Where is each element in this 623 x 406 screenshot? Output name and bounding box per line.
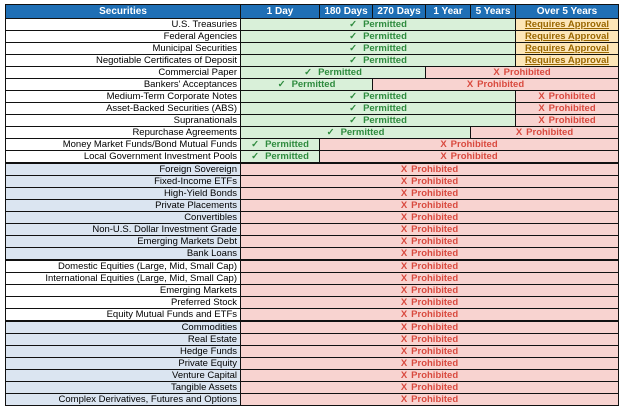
horizon-header-5-years: 5 Years: [471, 5, 516, 19]
prohibited-cell: [241, 321, 619, 334]
permitted-cell: [241, 43, 516, 55]
security-name: Money Market Funds/Bond Mutual Funds: [6, 139, 241, 151]
prohibited-label: Prohibited: [411, 200, 459, 211]
prohibited-cell: [241, 273, 619, 285]
check-icon: ✓: [349, 103, 358, 114]
permitted-cell: [241, 91, 516, 103]
requires-cell: [516, 43, 619, 55]
horizon-header-1-day: 1 Day: [241, 5, 320, 19]
prohibited-label: Prohibited: [548, 103, 596, 114]
x-icon: X: [400, 200, 408, 211]
check-icon: ✓: [251, 139, 260, 150]
x-icon: X: [400, 236, 408, 247]
prohibited-label: Prohibited: [411, 370, 459, 381]
table-row: [6, 139, 619, 151]
x-icon: X: [515, 127, 523, 138]
x-icon: X: [440, 151, 447, 162]
security-name: Federal Agencies: [6, 31, 241, 43]
prohibited-cell: [241, 382, 619, 394]
security-name: Equity Mutual Funds and ETFs: [6, 309, 241, 322]
security-name: Convertibles: [6, 212, 241, 224]
table-row: [6, 103, 619, 115]
table-row: [6, 200, 619, 212]
prohibited-cell: [516, 91, 619, 103]
prohibited-cell: [241, 188, 619, 200]
prohibited-label: Prohibited: [477, 79, 525, 90]
x-icon: X: [400, 394, 408, 405]
table-row: [6, 67, 619, 79]
check-icon: ✓: [349, 115, 358, 126]
prohibited-label: Prohibited: [450, 139, 498, 150]
security-name: Tangible Assets: [6, 382, 241, 394]
prohibited-label: Prohibited: [411, 224, 459, 235]
horizon-header-over-5-years: Over 5 Years: [516, 5, 619, 19]
permitted-label: Permitted: [363, 43, 407, 54]
x-icon: X: [400, 382, 408, 393]
prohibited-label: Prohibited: [503, 67, 551, 78]
security-name: Municipal Securities: [6, 43, 241, 55]
permitted-label: Permitted: [265, 151, 309, 162]
prohibited-label: Prohibited: [450, 151, 498, 162]
table-row: [6, 127, 619, 139]
table-row: [6, 236, 619, 248]
table-row: [6, 79, 619, 91]
prohibited-label: Prohibited: [548, 91, 596, 102]
horizon-header-180-days: 180 Days: [320, 5, 373, 19]
security-name: Medium-Term Corporate Notes: [6, 91, 241, 103]
prohibited-cell: [241, 346, 619, 358]
table-row: [6, 31, 619, 43]
security-name: Repurchase Agreements: [6, 127, 241, 139]
x-icon: X: [400, 176, 408, 187]
table-row: [6, 55, 619, 67]
table-row: [6, 248, 619, 261]
requires-cell: [516, 19, 619, 31]
prohibited-cell: [241, 285, 619, 297]
table-row: [6, 163, 619, 176]
prohibited-cell: [471, 127, 619, 139]
permitted-cell: [241, 151, 320, 164]
prohibited-cell: [320, 151, 619, 164]
x-icon: X: [400, 248, 408, 259]
permitted-cell: [241, 31, 516, 43]
security-name: Domestic Equities (Large, Mid, Small Cap): [6, 260, 241, 273]
security-name: Fixed-Income ETFs: [6, 176, 241, 188]
prohibited-label: Prohibited: [411, 212, 459, 223]
permitted-label: Permitted: [318, 67, 362, 78]
x-icon: X: [538, 91, 545, 102]
prohibited-label: Prohibited: [411, 358, 459, 369]
prohibited-cell: [241, 358, 619, 370]
security-name: Preferred Stock: [6, 297, 241, 309]
requires-cell: [516, 55, 619, 67]
permitted-cell: [241, 67, 426, 79]
check-icon: ✓: [277, 79, 286, 90]
header-row: [6, 5, 619, 19]
permitted-label: Permitted: [363, 91, 407, 102]
security-name: Bankers' Acceptances: [6, 79, 241, 91]
table-row: [6, 115, 619, 127]
prohibited-label: Prohibited: [411, 236, 459, 247]
table-row: [6, 334, 619, 346]
table-row: [6, 358, 619, 370]
prohibited-label: Prohibited: [411, 334, 459, 345]
prohibited-cell: [241, 297, 619, 309]
permitted-label: Permitted: [363, 55, 407, 66]
x-icon: X: [400, 188, 408, 199]
table-row: [6, 91, 619, 103]
prohibited-label: Prohibited: [411, 382, 459, 393]
security-name: Bank Loans: [6, 248, 241, 261]
security-name: International Equities (Large, Mid, Small Cap): [6, 273, 241, 285]
x-icon: X: [538, 115, 545, 126]
security-name: Private Placements: [6, 200, 241, 212]
check-icon: ✓: [349, 19, 358, 30]
x-icon: X: [538, 103, 545, 114]
security-name: Foreign Sovereign: [6, 163, 241, 176]
securities-header: Securities: [6, 5, 241, 19]
prohibited-label: Prohibited: [411, 261, 459, 272]
security-name: Real Estate: [6, 334, 241, 346]
requires-label: Requires Approval: [524, 31, 610, 42]
table-row: [6, 43, 619, 55]
permitted-label: Permitted: [363, 103, 407, 114]
table-row: [6, 370, 619, 382]
table-row: [6, 297, 619, 309]
prohibited-cell: [426, 67, 619, 79]
prohibited-cell: [241, 224, 619, 236]
securities-policy-table: [5, 4, 619, 406]
table-body: [6, 19, 619, 406]
prohibited-cell: [516, 103, 619, 115]
security-name: U.S. Treasuries: [6, 19, 241, 31]
permitted-cell: [241, 115, 516, 127]
table-row: [6, 285, 619, 297]
table-row: [6, 19, 619, 31]
table-row: [6, 346, 619, 358]
prohibited-cell: [241, 248, 619, 261]
security-name: High-Yield Bonds: [6, 188, 241, 200]
table-row: [6, 212, 619, 224]
x-icon: X: [466, 79, 474, 90]
x-icon: X: [400, 309, 408, 320]
table-row: [6, 382, 619, 394]
security-name: Private Equity: [6, 358, 241, 370]
table-row: [6, 273, 619, 285]
permitted-label: Permitted: [265, 139, 309, 150]
permitted-cell: [241, 19, 516, 31]
x-icon: X: [400, 297, 408, 308]
prohibited-cell: [241, 370, 619, 382]
security-name: Commodities: [6, 321, 241, 334]
prohibited-label: Prohibited: [526, 127, 574, 138]
permitted-label: Permitted: [340, 127, 385, 138]
horizon-header-270-days: 270 Days: [373, 5, 426, 19]
table-row: [6, 151, 619, 164]
prohibited-cell: [241, 260, 619, 273]
prohibited-label: Prohibited: [411, 188, 459, 199]
horizon-header-1-year: 1 Year: [426, 5, 471, 19]
requires-label: Requires Approval: [524, 55, 610, 66]
security-name: Emerging Markets: [6, 285, 241, 297]
x-icon: X: [400, 212, 408, 223]
check-icon: ✓: [349, 55, 358, 66]
prohibited-label: Prohibited: [411, 164, 459, 175]
prohibited-label: Prohibited: [548, 115, 596, 126]
requires-label: Requires Approval: [524, 43, 610, 54]
prohibited-label: Prohibited: [411, 285, 459, 296]
prohibited-cell: [241, 334, 619, 346]
prohibited-cell: [373, 79, 619, 91]
prohibited-cell: [241, 212, 619, 224]
table-row: [6, 321, 619, 334]
security-name: Asset-Backed Securities (ABS): [6, 103, 241, 115]
table-row: [6, 309, 619, 322]
prohibited-cell: [320, 139, 619, 151]
table-row: [6, 224, 619, 236]
prohibited-cell: [241, 176, 619, 188]
table-row: [6, 176, 619, 188]
prohibited-cell: [516, 115, 619, 127]
check-icon: ✓: [304, 67, 313, 78]
security-name: Commercial Paper: [6, 67, 241, 79]
security-name: Complex Derivatives, Futures and Options: [6, 394, 241, 406]
prohibited-cell: [241, 200, 619, 212]
check-icon: ✓: [349, 31, 358, 42]
permitted-cell: [241, 55, 516, 67]
x-icon: X: [400, 273, 408, 284]
permitted-cell: [241, 127, 471, 139]
x-icon: X: [493, 67, 500, 78]
x-icon: X: [400, 164, 408, 175]
prohibited-label: Prohibited: [411, 322, 459, 333]
prohibited-cell: [241, 236, 619, 248]
prohibited-label: Prohibited: [411, 273, 459, 284]
x-icon: X: [440, 139, 447, 150]
x-icon: X: [400, 334, 408, 345]
security-name: Non-U.S. Dollar Investment Grade: [6, 224, 241, 236]
prohibited-label: Prohibited: [411, 248, 459, 259]
x-icon: X: [400, 261, 408, 272]
security-name: Emerging Markets Debt: [6, 236, 241, 248]
permitted-label: Permitted: [363, 115, 407, 126]
check-icon: ✓: [349, 43, 358, 54]
check-icon: ✓: [326, 127, 335, 138]
prohibited-cell: [241, 163, 619, 176]
permitted-label: Permitted: [363, 31, 407, 42]
permitted-label: Permitted: [291, 79, 336, 90]
x-icon: X: [400, 346, 408, 357]
x-icon: X: [400, 322, 408, 333]
x-icon: X: [400, 285, 408, 296]
requires-cell: [516, 31, 619, 43]
prohibited-label: Prohibited: [411, 346, 459, 357]
check-icon: ✓: [251, 151, 260, 162]
prohibited-label: Prohibited: [411, 297, 459, 308]
x-icon: X: [400, 370, 408, 381]
table-row: [6, 188, 619, 200]
requires-label: Requires Approval: [524, 19, 610, 30]
x-icon: X: [400, 224, 408, 235]
permitted-cell: [241, 139, 320, 151]
table-row: [6, 260, 619, 273]
security-name: Negotiable Certificates of Deposit: [6, 55, 241, 67]
x-icon: X: [400, 358, 408, 369]
security-name: Venture Capital: [6, 370, 241, 382]
prohibited-label: Prohibited: [411, 394, 459, 405]
security-name: Local Government Investment Pools: [6, 151, 241, 164]
check-icon: ✓: [349, 91, 358, 102]
security-name: Supranationals: [6, 115, 241, 127]
prohibited-cell: [241, 309, 619, 322]
permitted-cell: [241, 103, 516, 115]
prohibited-label: Prohibited: [411, 176, 459, 187]
permitted-label: Permitted: [363, 19, 407, 30]
prohibited-label: Prohibited: [411, 309, 459, 320]
security-name: Hedge Funds: [6, 346, 241, 358]
permitted-cell: [241, 79, 373, 91]
